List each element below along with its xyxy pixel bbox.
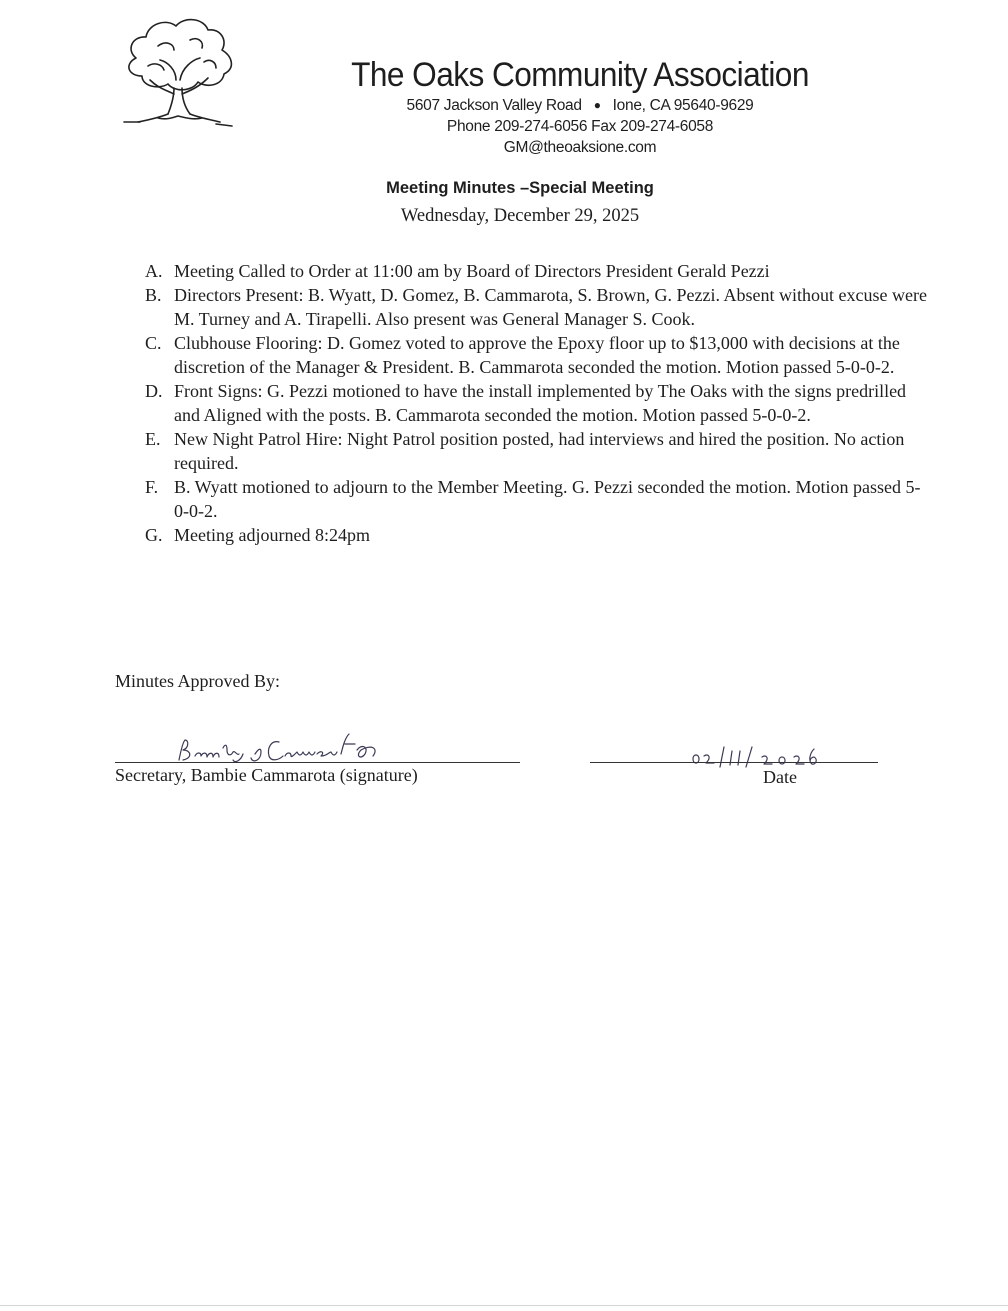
item-text: Clubhouse Flooring: D. Gomez voted to approve the Epoxy floor up to $13,000 with decisions at the discretion of the Manager & President. B. Cammarota seconded the motion. Motion passed 5-0-0-2. (174, 333, 900, 377)
item-letter: A. (145, 261, 163, 281)
list-item (145, 331, 935, 379)
signature-line (115, 762, 520, 763)
address-line (330, 97, 830, 115)
phone-fax-line: Phone 209-274-6056 Fax 209-274-6058 (446, 118, 714, 135)
email-address: GM@theoaksione.com (503, 139, 657, 156)
handwritten-signature (175, 730, 400, 766)
bullet-icon: ● (593, 98, 601, 112)
signature-caption: Secretary, Bambie Cammarota (signature) (115, 765, 418, 785)
item-text: Meeting adjourned 8:24pm (174, 525, 370, 545)
approved-by-label: Minutes Approved By: (115, 671, 280, 691)
meeting-title: Meeting Minutes –Special Meeting (386, 179, 654, 197)
handwritten-date (690, 743, 840, 769)
minutes-list (145, 259, 935, 547)
list-item (145, 283, 935, 331)
date-caption: Date (763, 767, 797, 787)
item-letter: D. (145, 381, 163, 401)
org-name: The Oaks Community Association (351, 56, 809, 94)
date-line (590, 762, 878, 763)
item-text: New Night Patrol Hire: Night Patrol position posted, had interviews and hired the position. No action required. (174, 429, 905, 473)
list-item (145, 523, 935, 547)
list-item (145, 379, 935, 427)
item-text: B. Wyatt motioned to adjourn to the Member Meeting. G. Pezzi seconded the motion. Motion passed 5-0-0-2. (174, 477, 921, 521)
item-text: Front Signs: G. Pezzi motioned to have the install implemented by The Oaks with the signs predrilled and Aligned with the posts. B. Cammarota seconded the motion. Motion passed 5-0-0-2. (174, 381, 907, 425)
page-bottom-edge (0, 1305, 1008, 1306)
list-item (145, 475, 935, 523)
item-text: Meeting Called to Order at 11:00 am by Board of Directors President Gerald Pezzi (174, 261, 770, 281)
item-letter: C. (145, 333, 162, 353)
oak-tree-icon (108, 10, 243, 135)
address-city: Ione, CA 95640-9629 (612, 97, 754, 114)
item-text: Directors Present: B. Wyatt, D. Gomez, B. Cammarota, S. Brown, G. Pezzi. Absent without excuse were M. Turney and A. Tirapelli. Also present was General Manager S. Cook. (174, 285, 927, 329)
list-item (145, 259, 935, 283)
item-letter: F. (145, 477, 159, 497)
item-letter: E. (145, 429, 161, 449)
list-item (145, 427, 935, 475)
item-letter: G. (145, 525, 163, 545)
address-street: 5607 Jackson Valley Road (406, 97, 582, 114)
meeting-date: Wednesday, December 29, 2025 (400, 206, 640, 226)
item-letter: B. (145, 285, 162, 305)
